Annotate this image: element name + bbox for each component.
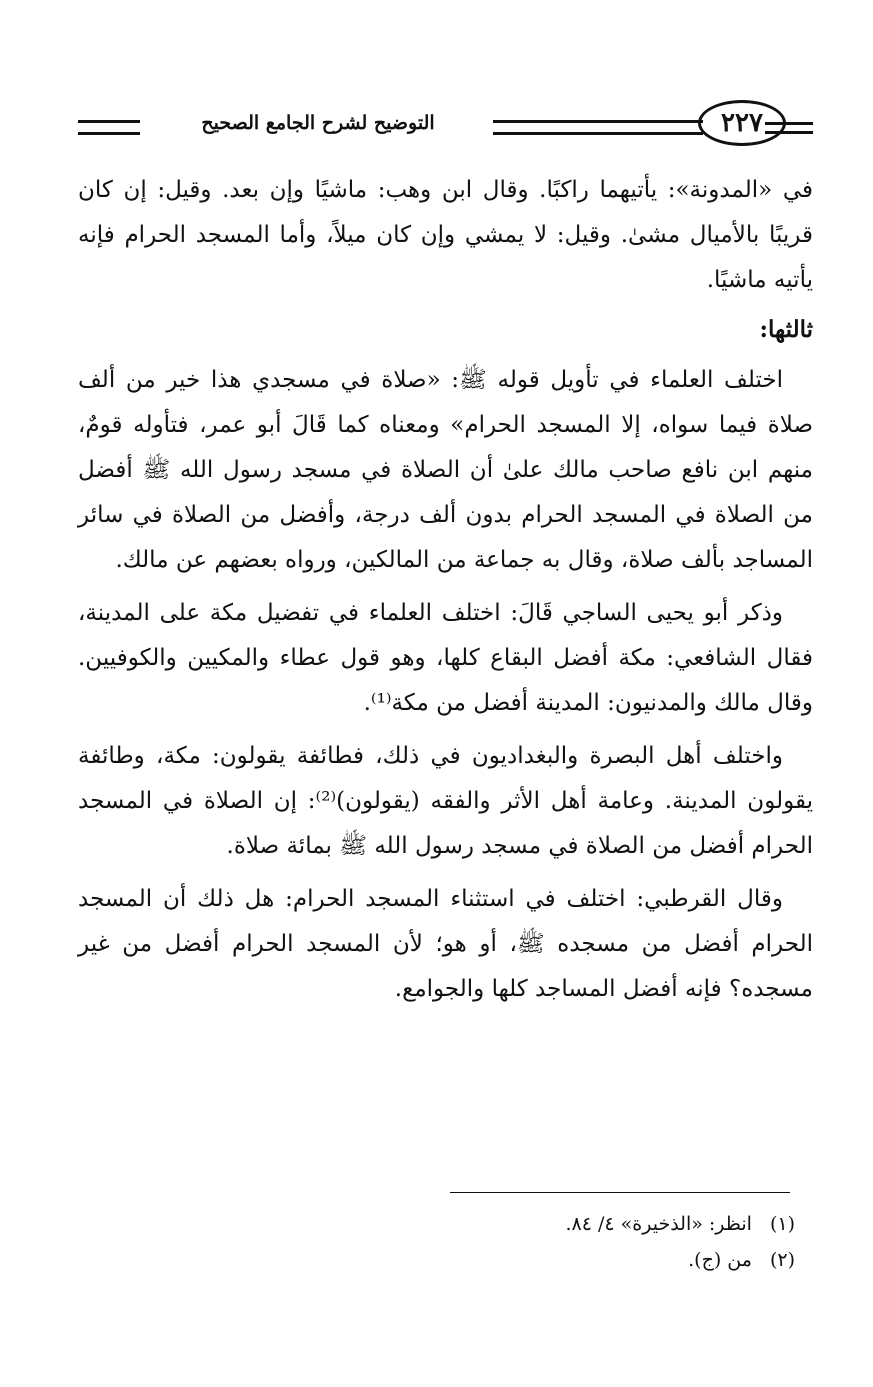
- page-header: [78, 96, 813, 156]
- footnote-number: (١): [769, 1213, 795, 1235]
- footnotes: [300, 1206, 795, 1278]
- paragraph: وقال القرطبي: اختلف في استثناء المسجد الحرام: هل ذلك أن المسجد الحرام أفضل من مسجده ﷺ، أو هو؛ لأن المسجد الحرام أفضل من غير مسجده؟ فإنه أفضل المساجد كلها والجوامع.: [78, 886, 813, 1002]
- header-rule-tail: [765, 122, 813, 134]
- footnote-separator: [450, 1192, 790, 1193]
- footnote-text: انظر: «الذخيرة» ٤/ ٨٤.: [565, 1213, 752, 1235]
- main-text: [78, 168, 813, 1012]
- page-number: ٢٢٧: [698, 100, 786, 146]
- footnote: [300, 1206, 795, 1242]
- paragraph: في «المدونة»: يأتيهما راكبًا. وقال ابن وهب: ماشيًا وإن بعد. وقيل: إن كان قريبًا بالأميال مشىٰ. وقيل: لا يمشي وإن كان ميلاً، وأما المسجد الحرام فإنه يأتيه ماشيًا.: [78, 177, 813, 293]
- section-heading: ثالثها:: [759, 316, 813, 343]
- header-rule-right: [493, 120, 703, 135]
- running-title: التوضيح لشرح الجامع الصحيح: [201, 112, 435, 134]
- header-rule-left: [78, 120, 140, 135]
- paragraph: اختلف العلماء في تأويل قوله ﷺ: «صلاة في مسجدي هذا خير من ألف صلاة فيما سواه، إلا المسجد الحرام» ومعناه كما قَالَ أبو عمر، فتأوله قومٌ، منهم ابن نافع صاحب مالك علىٰ أن الصلاة في مسجد رسول الله ﷺ أفضل من الصلاة في المسجد الحرام بدون ألف درجة، وأفضل من الصلاة في سائر المساجد بألف صلاة، وقال به جماعة من المالكين، ورواه بعضهم عن مالك.: [78, 367, 813, 573]
- footnote-number: (٢): [769, 1249, 795, 1271]
- paragraph: واختلف أهل البصرة والبغداديون في ذلك، فطائفة يقولون: مكة، وطائفة يقولون المدينة. وعامة أهل الأثر والفقه (يقولون)⁽²⁾: إن الصلاة في المسجد الحرام أفضل من الصلاة في مسجد رسول الله ﷺ بمائة صلاة.: [78, 743, 813, 859]
- footnote-text: من (ج).: [688, 1249, 752, 1271]
- footnote: [300, 1242, 795, 1278]
- paragraph: وذكر أبو يحيى الساجي قَالَ: اختلف العلماء في تفضيل مكة على المدينة، فقال الشافعي: مكة أفضل البقاع كلها، وهو قول عطاء والمكيين والكوفيين. وقال مالك والمدنيون: المدينة أفضل من مكة⁽¹⁾.: [78, 600, 813, 716]
